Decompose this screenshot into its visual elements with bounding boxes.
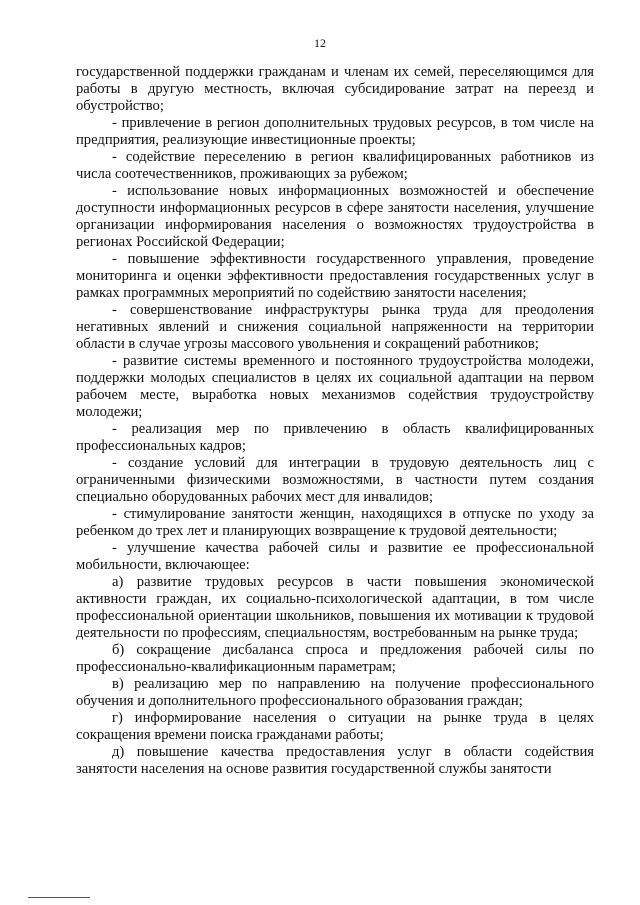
document-body [76,64,594,778]
paragraph-list-item: - создание условий для интеграции в трудовую деятельность лиц с ограниченными физическими возможностями, в частности путем создания специально оборудованных рабочих мест для инвалидов; [76,455,594,505]
paragraph-subitem-b: б) сокращение дисбаланса спроса и предложения рабочей силы по профессионально-квалификационным параметрам; [76,642,594,675]
paragraph-list-item: - улучшение качества рабочей силы и развитие ее профессиональной мобильности, включающее: [76,540,594,573]
page-number: 12 [314,36,326,50]
paragraph-list-item: - содействие переселению в регион квалифицированных работников из числа соотечественников, проживающих за рубежом; [76,149,594,182]
paragraph-list-item: - реализация мер по привлечению в область квалифицированных профессиональных кадров; [76,421,594,454]
paragraph-list-item: - использование новых информационных возможностей и обеспечение доступности информационных ресурсов в сфере занятости населения, улучшение организации информирования населения о возможностях трудоустройства в регионах Российской Федерации; [76,183,594,250]
paragraph-list-item: - развитие системы временного и постоянного трудоустройства молодежи, поддержки молодых специалистов в целях их социальной адаптации на первом рабочем месте, выработка новых механизмов содействия трудоустройству молодежи; [76,353,594,420]
paragraph-list-item: - стимулирование занятости женщин, находящихся в отпуске по уходу за ребенком до трех лет и планирующих возвращение к трудовой деятельности; [76,506,594,539]
paragraph-continuation: государственной поддержки гражданам и членам их семей, переселяющимся для работы в другую местность, включая субсидирование затрат на переезд и обустройство; [76,64,594,114]
paragraph-list-item: - повышение эффективности государственного управления, проведение мониторинга и оценки эффективности предоставления государственных услуг в рамках программных мероприятий по содействию занятости населения; [76,251,594,301]
footer-rule [28,897,90,898]
paragraph-subitem-d: д) повышение качества предоставления услуг в области содействия занятости населения на основе развития государственной службы занятости [76,744,594,777]
paragraph-list-item: - совершенствование инфраструктуры рынка труда для преодоления негативных явлений и снижения социальной напряженности на территории области в случае угрозы массового увольнения и сокращений работников; [76,302,594,352]
paragraph-subitem-g: г) информирование населения о ситуации на рынке труда в целях сокращения времени поиска гражданами работы; [76,710,594,743]
paragraph-subitem-a: а) развитие трудовых ресурсов в части повышения экономической активности граждан, их социально-психологической адаптации, в том числе профессиональной ориентации школьников, повышения их мотивации к трудовой деятельности по профессиям, специальностям, востребованным на рынке труда; [76,574,594,641]
paragraph-list-item: - привлечение в регион дополнительных трудовых ресурсов, в том числе на предприятия, реализующие инвестиционные проекты; [76,115,594,148]
paragraph-subitem-v: в) реализацию мер по направлению на получение профессионального обучения и дополнительного профессионального образования граждан; [76,676,594,709]
